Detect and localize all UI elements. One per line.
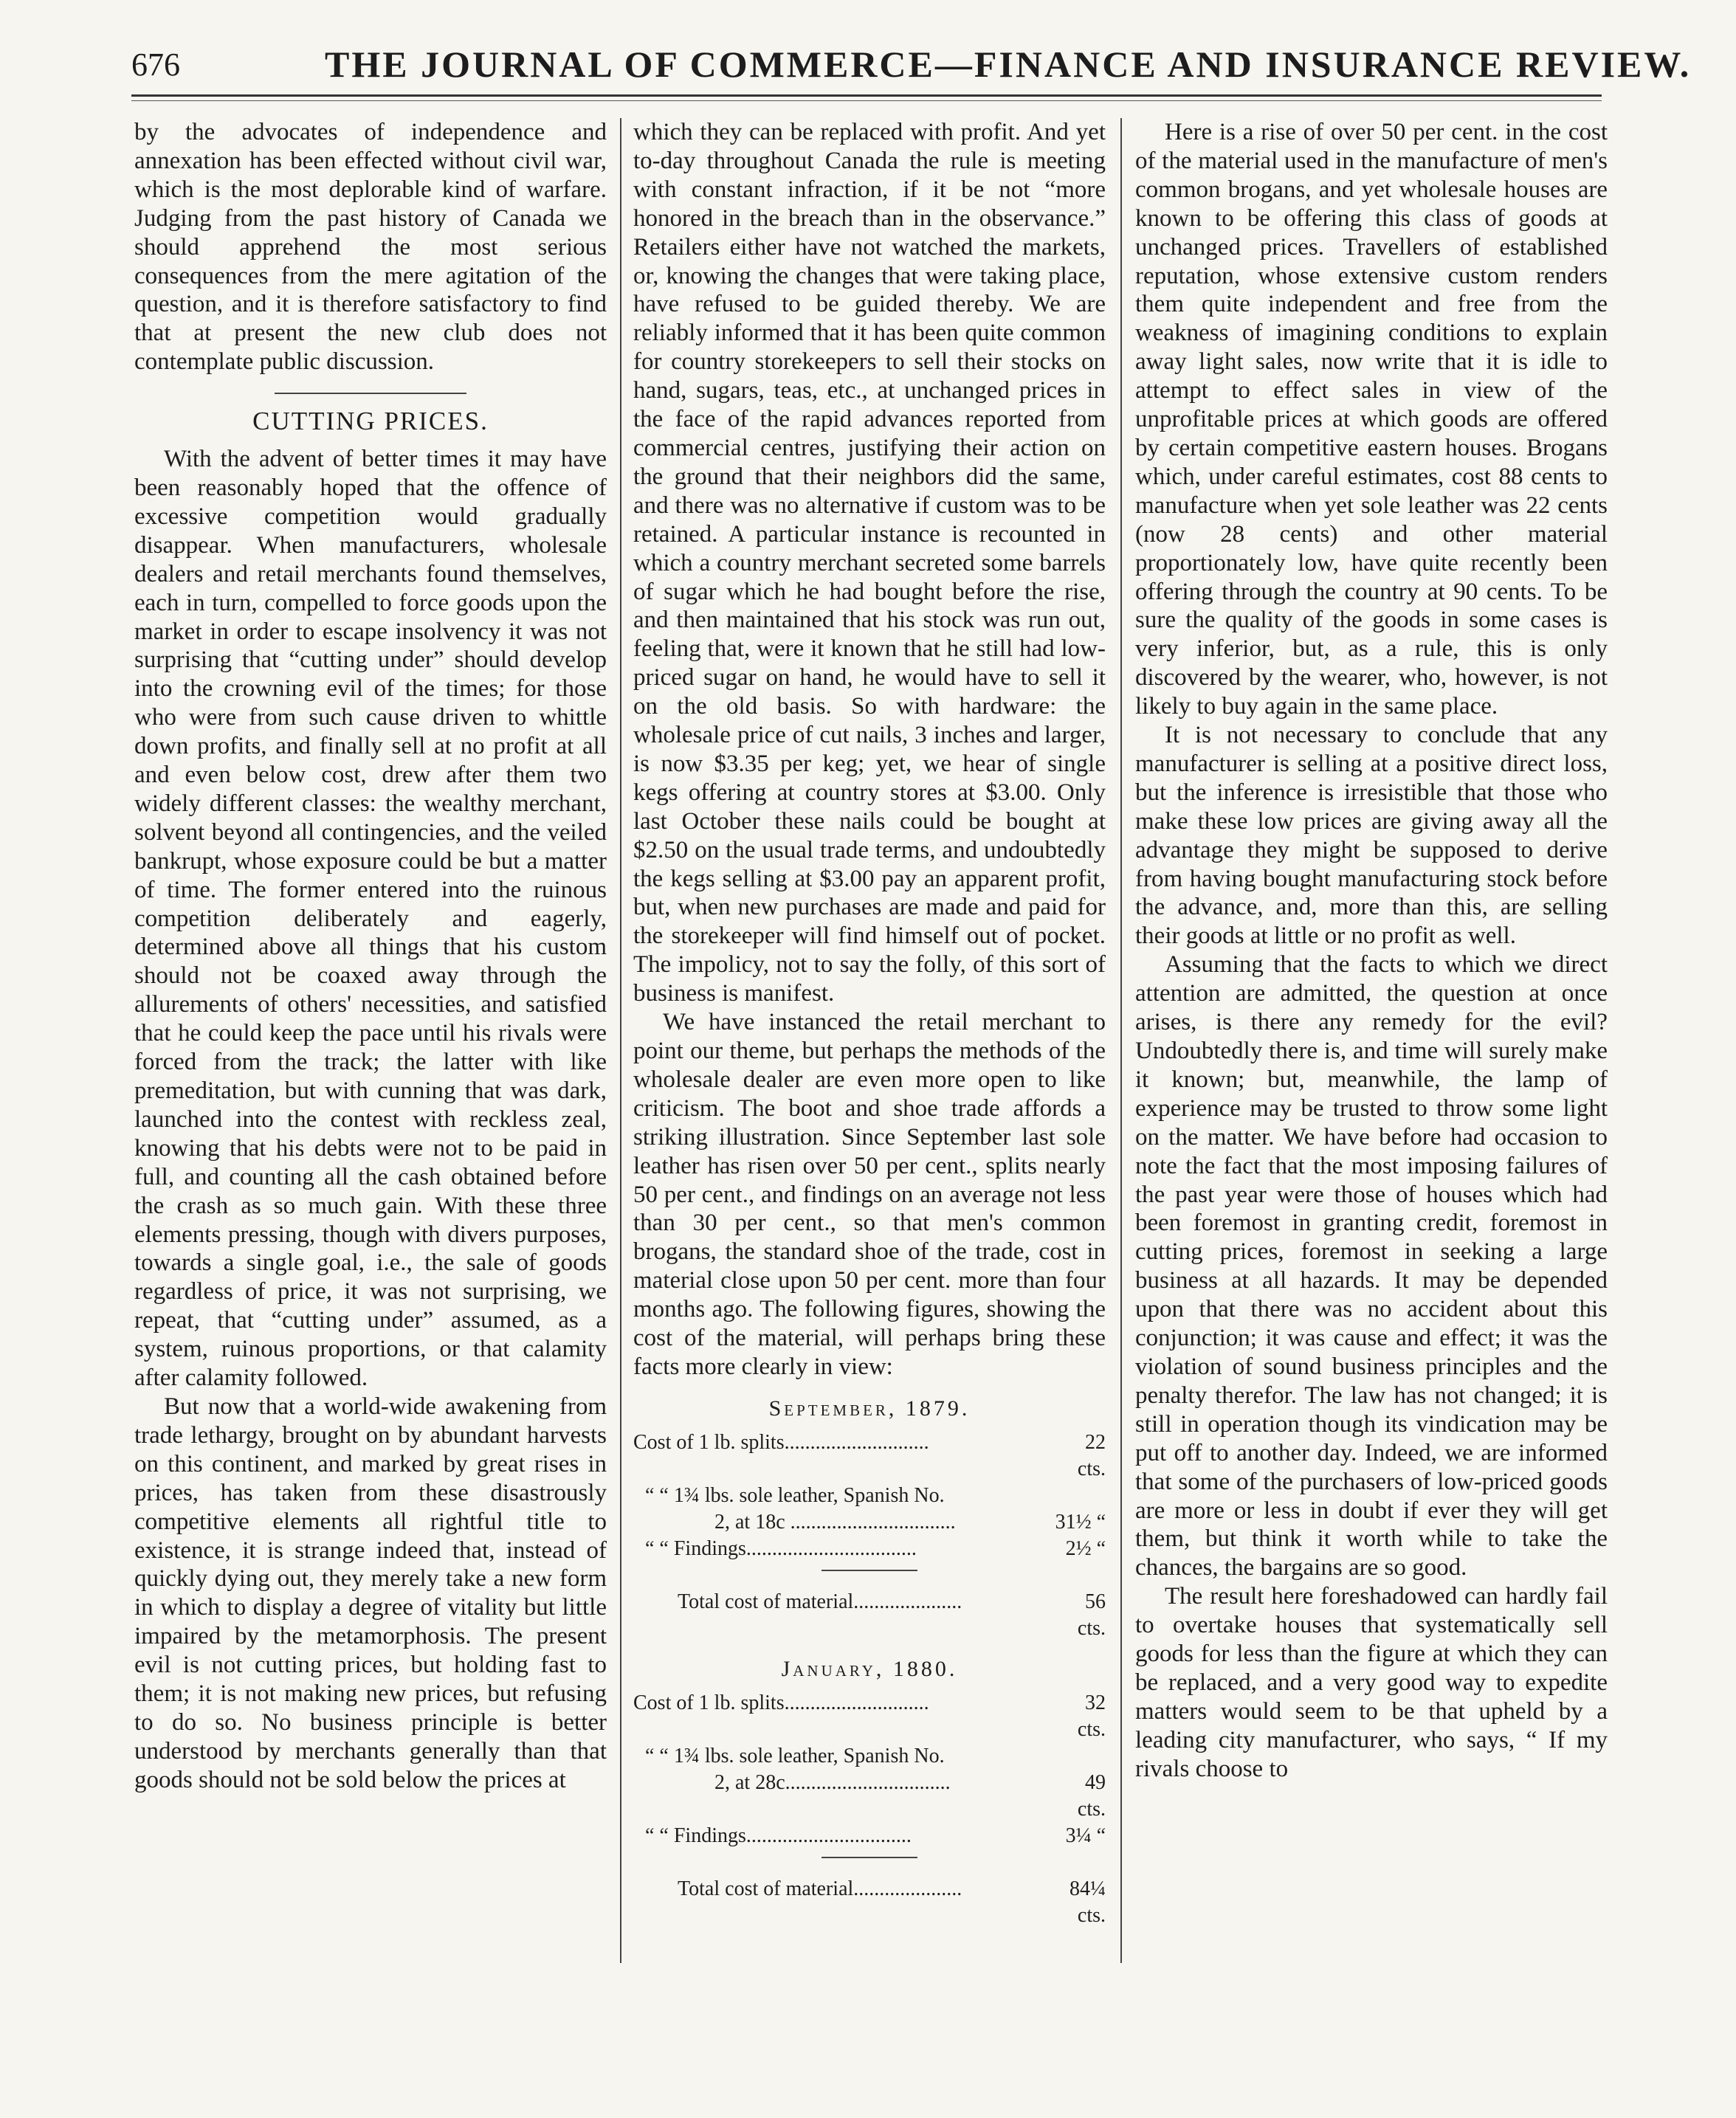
row-value: 49 cts. bbox=[1077, 1770, 1106, 1821]
column-rule bbox=[620, 118, 621, 1963]
table-row bbox=[633, 1743, 1106, 1770]
total-label: Total cost of material..................... bbox=[678, 1877, 962, 1900]
row-label: Cost of 1 lb. splits............................ bbox=[633, 1430, 929, 1454]
paragraph: The result here foreshadowed can hardly fail to overtake houses that systematically sell goods for less than the figure at which they can be replaced, and a very good way to expedite matters would seem to be that upheld by a leading city manufacturer, who says, “ If my rivals choose to bbox=[1135, 1583, 1608, 1782]
table-row bbox=[633, 1429, 1106, 1483]
row-label: “ “ 1¾ lbs. sole leather, Spanish No. bbox=[645, 1483, 945, 1507]
paragraph: But now that a world-wide awakening from trade lethargy, brought on by abundant harvests on this continent, and marked by great rises in prices, has taken from these disastrously competitive elements all rightful title to existence, it is strange indeed that, instead of quickly dying out, they merely take a new form in which to display a degree of vitality but little impaired by the metamorphosis. The present evil is not cutting prices, but holding fast to them; it is not making new prices, but refusing to do so. No business principle is better understood by merchants generally than that goods should not be sold below the prices at bbox=[134, 1393, 607, 1793]
article-heading: CUTTING PRICES. bbox=[252, 407, 489, 436]
row-value: 3¼ “ bbox=[1065, 1824, 1106, 1847]
table-total-row bbox=[633, 1876, 1106, 1929]
header-rule-thin bbox=[131, 100, 1602, 101]
paragraph: by the advocates of independence and annexation has been effected without civil war, which is the most deplorable kind of warfare. Judging from the past history of Canada we should apprehend the most serious consequences from the mere agitation of the question, and it is therefore satisfactory to find that at present the new club does not contemplate public discussion. bbox=[134, 119, 607, 376]
paragraph: Here is a rise of over 50 per cent. in the cost of the material used in the manufacture of men's common brogans, and yet wholesale houses are known to be offering this class of goods at unchanged prices. Travellers of established reputation, whose extensive custom renders them quite independent and free from the weakness of imagining conditions to explain away light sales, now write that it is idle to attempt to effect sales in view of the unprofitable prices at which goods are offered by certain competitive eastern houses. Brogans which, under careful estimates, cost 88 cents to manufacture when yet sole leather was 22 cents (now 28 cents) and other material proportionately low, have quite recently been offering through the country at 90 cents. To be sure the quality of the goods in some cases is very inferior, but, as a rule, this is only discovered by the wearer, who, however, is not likely to buy again in the same place. bbox=[1135, 119, 1608, 720]
row-label: “ “ Findings................................ bbox=[645, 1824, 912, 1847]
table-row bbox=[633, 1509, 1106, 1536]
row-value bbox=[1054, 1483, 1106, 1509]
running-head: THE JOURNAL OF COMMERCE—FINANCE AND INSURANCE REVIEW. bbox=[325, 44, 1692, 85]
table-caption: September, 1879. bbox=[768, 1396, 971, 1421]
paragraph: Assuming that the facts to which we direct attention are admitted, the question at once arises, is there any remedy for the evil? Undoubtedly there is, and time will surely make it known; but, meanwhile, the lamp of experience may be trusted to throw some light on the matter. We have before had occasion to note the fact that the most imposing failures of the past year were those of houses which had been foremost in granting credit, foremost in cutting prices, foremost in seeking a large business at all hazards. It may be depended upon that there was no accident about this conjunction; it was cause and effect; it was the violation of sound business principles and the penalty therefor. The law has not changed; it is still in operation though its vindication may be put off to another day. Indeed, we are informed that some of the purchasers of low-priced goods are more or less in doubt if ever they will get them, but think it worth while to take the chances, the bargains are so good. bbox=[1135, 951, 1608, 1581]
table-row bbox=[633, 1536, 1106, 1562]
table-row bbox=[633, 1483, 1106, 1509]
row-value: 2½ “ bbox=[1065, 1536, 1106, 1560]
row-value: 31½ “ bbox=[1055, 1510, 1106, 1534]
table-row bbox=[633, 1823, 1106, 1849]
header-rule bbox=[131, 94, 1602, 97]
row-value: 32 cts. bbox=[1077, 1691, 1106, 1741]
row-label: 2, at 28c................................ bbox=[714, 1770, 951, 1794]
table-caption: January, 1880. bbox=[781, 1656, 958, 1681]
total-value: 56 cts. bbox=[1077, 1590, 1106, 1640]
column-1 bbox=[134, 118, 607, 1795]
paragraph: It is not necessary to conclude that any manufacturer is selling at a positive direct loss, but the inference is irresistible that those who make these low prices are giving away all the advantage they might be supposed to derive from having bought manufacturing stock before the advance, and, more than this, are selling their goods at little or no profit as well. bbox=[1135, 722, 1608, 950]
paragraph: We have instanced the retail merchant to point our theme, but perhaps the methods of the wholesale dealer are even more open to like criticism. The boot and shoe trade affords a striking illustration. Since September last sole leather has risen over 50 per cent., splits nearly 50 per cent., and findings on an average not less than 30 per cent., so that men's common brogans, the standard shoe of the trade, cost in material close upon 50 per cent. more than four months ago. The following figures, showing the cost of the material, will perhaps bring these facts more clearly in view: bbox=[633, 1009, 1106, 1380]
total-value: 84¼ cts. bbox=[1070, 1877, 1106, 1927]
table-rule bbox=[822, 1570, 917, 1571]
row-value: 22 cts. bbox=[1077, 1430, 1106, 1480]
column-rule bbox=[1120, 118, 1122, 1963]
paragraph: With the advent of better times it may have been reasonably hoped that the offence of excessive competition would gradually disappear. When manufacturers, wholesale dealers and retail merchants found themselves, each in turn, compelled to force goods upon the market in order to escape insolvency it was not surprising that “cutting under” should develop into the crowning evil of the times; for those who were from such cause driven to whittle down profits, and finally sell at no profit at all and even below cost, drew after them two widely different classes: the wealthy merchant, solvent beyond all contingencies, and the veiled bankrupt, whose exposure could be but a matter of time. The former entered into the ruinous competition deliberately and eagerly, determined above all things that his custom should not be coaxed away through the allurements of others' necessities, and satisfied that he could keep the pace until his rivals were forced from the track; the latter with like premeditation, but with cunning that was dark, launched into the contest with reckless zeal, knowing that his debts were not to be paid in full, and counting all the cash obtained before the crash as so much gain. With these three elements pressing, though with divers purposes, towards a single goal, i.e., the sale of goods regardless of price, it was not surprising, we repeat, that “cutting under” assumed, as a system, ruinous proportions, or that calamity after calamity followed. bbox=[134, 446, 607, 1392]
page-number: 676 bbox=[131, 46, 180, 83]
row-label: “ “ 1¾ lbs. sole leather, Spanish No. bbox=[645, 1744, 945, 1767]
column-2 bbox=[633, 118, 1106, 1929]
table-row bbox=[633, 1690, 1106, 1743]
section-divider bbox=[275, 393, 466, 394]
column-3 bbox=[1135, 118, 1608, 1784]
total-label: Total cost of material..................... bbox=[678, 1590, 962, 1613]
table-total-row bbox=[633, 1589, 1106, 1642]
table-row bbox=[633, 1770, 1106, 1823]
row-label: 2, at 18c ................................ bbox=[714, 1510, 956, 1534]
row-label: Cost of 1 lb. splits............................ bbox=[633, 1691, 929, 1714]
row-value bbox=[1054, 1743, 1106, 1770]
row-label: “ “ Findings................................. bbox=[645, 1536, 917, 1560]
paragraph: which they can be replaced with profit. And yet to-day throughout Canada the rule is meeting with constant infraction, if it be not “more honored in the breach than in the observance.” Retailers either have not watched the markets, or, knowing the changes that were taking place, have refused to be guided thereby. We are reliably informed that it has been quite common for country storekeepers to sell their stocks on hand, sugars, teas, etc., at unchanged prices in the face of the rapid advances reported from commercial centres, justifying their action on the ground that their neighbors did the same, and there was no alternative if custom was to be retained. A particular instance is recounted in which a country merchant secreted some barrels of sugar which he had bought before the rise, and then maintained that his stock was run out, feeling that, were it known that he still had low-priced sugar on hand, he would have to sell it on the old basis. So with hardware: the wholesale price of cut nails, 3 inches and larger, is now $3.35 per keg; yet, we hear of single kegs offering at country stores at $3.00. Only last October these nails could be bought at $2.50 on the usual trade terms, and undoubtedly the kegs selling at $3.00 pay an apparent profit, but, when new purchases are made and paid for the storekeeper will find himself out of pocket. The impolicy, not to say the folly, of this sort of business is manifest. bbox=[633, 119, 1106, 1007]
table-rule bbox=[822, 1857, 917, 1858]
